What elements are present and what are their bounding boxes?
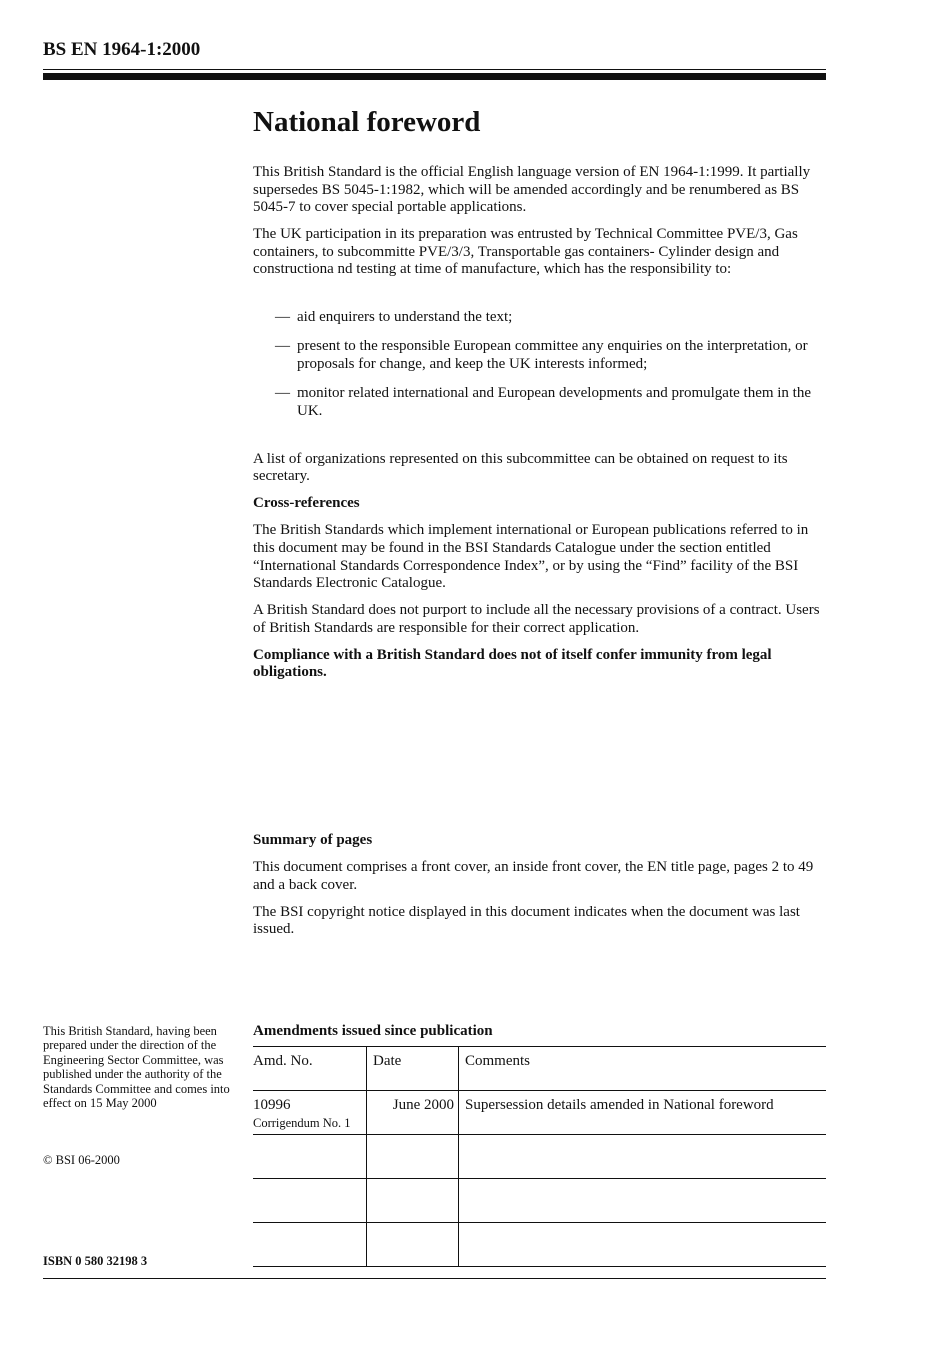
table-header-row	[253, 1047, 826, 1091]
dash-mark: —	[275, 385, 290, 402]
prepared-note: This British Standard, having been prepared under the direction of the Engineering Sector Committee, was published under the authority of the Standards Committee and comes into effect on 15 May 2000	[43, 1024, 230, 1111]
foreword-paragraph-2: The UK participation in its preparation was entrusted by Technical Committee PVE/3, Gas containers, to subcommitte PVE/3/3, Transportable gas containers- Cylinder design and constructiona nd testing at time of manufacture, which has the responsibility to:	[253, 226, 798, 278]
table-row	[253, 1091, 826, 1135]
footer-rule	[43, 1278, 826, 1279]
summary-section	[253, 832, 826, 948]
header-rule-thin	[43, 69, 826, 70]
dash-mark: —	[275, 338, 290, 355]
summary-paragraph-1: This document comprises a front cover, an inside front cover, the EN title page, pages 2 to 49 and a back cover.	[253, 859, 814, 893]
list-item: — monitor related international and European developments and promulgate them in the UK.	[275, 385, 812, 419]
compliance-statement: Compliance with a British Standard does not of itself confer immunity from legal obligations.	[253, 646, 772, 681]
foreword-paragraph-1: This British Standard is the official English language version of EN 1964-1:1999. It partially supersedes BS 5045-1:1982, which will be amended accordingly and be renumbered as BS 5045-7 to cover special portable applications.	[253, 164, 811, 216]
summary-paragraph-2: The BSI copyright notice displayed in this document indicates when the document was last issued.	[253, 903, 800, 938]
amendments-table	[253, 1046, 826, 1267]
document-code: BS EN 1964-1:2000	[43, 39, 201, 60]
column-header-comments: Comments	[459, 1047, 827, 1091]
isbn: ISBN 0 580 32198 3	[43, 1254, 148, 1268]
dash-mark: —	[275, 308, 290, 325]
amendments-title: Amendments issued since publication	[253, 1023, 493, 1039]
amd-sub-value: Corrigendum No. 1	[253, 1116, 351, 1130]
crossref-paragraph-1: The British Standards which implement international or European publications referred to in this document may be found in the BSI Standards Catalogue under the section entitled “International Standards Correspondence Index”, or by using the “Find” facility of the BSI Standards Electronic Catalogue.	[253, 522, 809, 592]
table-row	[253, 1135, 826, 1179]
amd-no-value: 10996	[253, 1097, 291, 1113]
crossref-paragraph-2: A British Standard does not purport to include all the necessary provisions of a contract. Users of British Standards are responsible for their correct application.	[253, 602, 820, 636]
foreword-body	[253, 164, 826, 692]
comments-cell: Supersession details amended in National foreword	[459, 1091, 827, 1135]
responsibility-list	[253, 309, 826, 421]
column-header-amd-no: Amd. No.	[253, 1047, 367, 1091]
list-item: — present to the responsible European committee any enquiries on the interpretation, or proposals for change, and keep the UK interests informed;	[275, 338, 808, 372]
header-rule-thick	[43, 73, 826, 80]
amd-no-cell	[253, 1091, 367, 1135]
table-row	[253, 1179, 826, 1223]
copyright-notice: © BSI 06-2000	[43, 1153, 120, 1167]
foreword-paragraph-3: A list of organizations represented on this subcommittee can be obtained on request to its secretary.	[253, 450, 788, 485]
summary-heading: Summary of pages	[253, 832, 373, 848]
column-header-date: Date	[367, 1047, 459, 1091]
list-item: — aid enquirers to understand the text;	[275, 308, 513, 325]
crossref-heading: Cross-references	[253, 495, 360, 512]
table-row	[253, 1223, 826, 1267]
date-cell: June 2000	[367, 1091, 459, 1135]
page-title: National foreword	[253, 106, 481, 138]
